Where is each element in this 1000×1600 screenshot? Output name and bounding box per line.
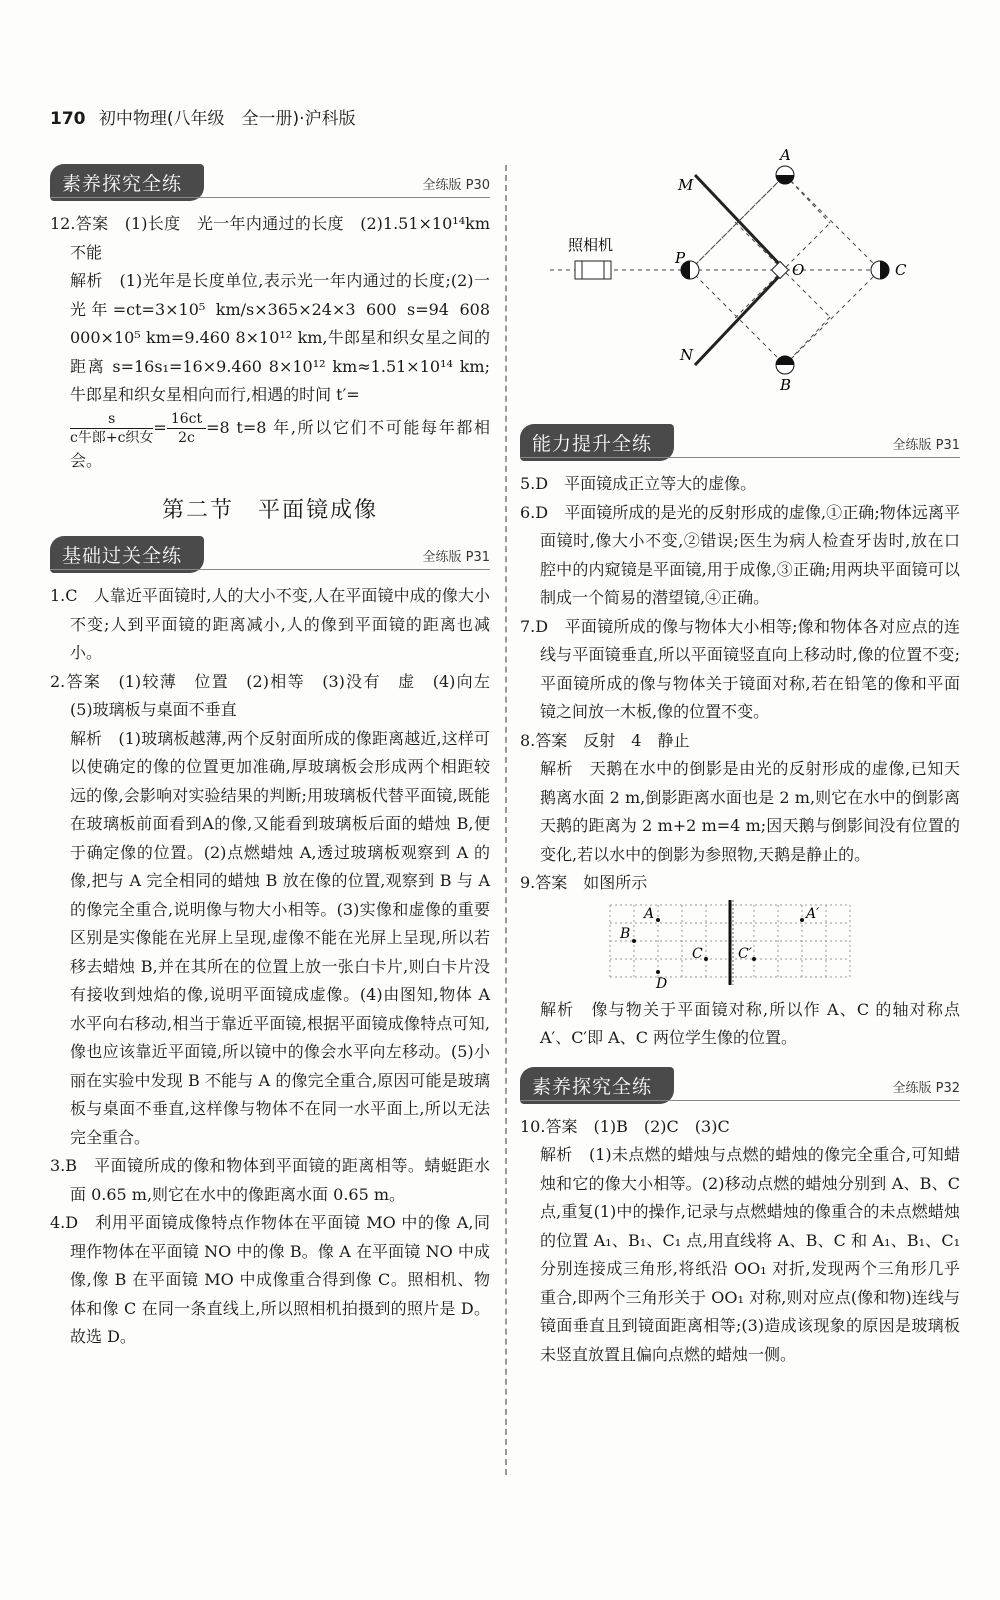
label-b: B [780,376,792,394]
q12-explanation: 解析 (1)光年是长度单位,表示光一年内通过的长度;(2)一光年=ct=3×10⁵ km/s×365×24×3 600 s=94 608 000×10⁵ km=9.460 8×10¹² km,牛郎星和织女星之间的距离 s=16s₁=16×9.460 8×10¹² km≈1.51×10¹⁴ km;牛郎星和织女星相向而行,相遇的时间 t′= [70,271,490,404]
fraction-1: $\frac{s}{\text{c牛郎+c织女}}$ [70,410,154,446]
label-c: C [692,945,703,962]
q5: 5.D 平面镜成正立等大的虚像。 [520,474,757,493]
camera-icon [575,261,611,279]
section-banner [50,164,490,200]
camera-label: 照相机 [568,236,614,254]
mirror-mo [695,175,785,270]
page-number: 170 [50,109,86,129]
label-b: B [620,925,631,942]
mirror-no [695,270,785,365]
label-c: C [895,261,907,279]
banner-label: 素养探究全练 [50,164,204,201]
q4: 4.D 利用平面镜成像特点作物体在平面镜 MO 中的像 A,同理作物体在平面镜 NO 中的像 B。像 A 在平面镜 NO 中成像,像 B 在平面镜 MO 中成像重合得到像 C。照相机、物体和像 C 在同一条直线上,所以照相机拍摄到的照片是 D。故选 D。 [50,1213,490,1346]
banner-ref: 全练版 P30 [422,178,490,193]
q10-explanation: 解析 (1)未点燃的蜡烛与点燃的蜡烛的像完全重合,可知蜡烛和它的像大小相等。(2)移动点燃的蜡烛分别到 A、B、C 点,重复(1)中的操作,记录与点燃蜡烛的像重合的未点燃蜡烛的位置 A₁、B₁、C₁ 点,用直线将 A、B、C 和 A₁、B₁、C₁ 分别连接成三角形,将纸沿 OO₁ 对折,发现两个三角形几乎重合,即两个三角形关于 OO₁ 对称,则对应点(像和物)连线与镜面垂直且到镜面距离相等;(3)造成该现象的原因是玻璃板未竖直放置且偏向点燃的蜡烛一侧。 [540,1145,960,1364]
book-title: 初中物理(八年级 全一册)·沪科版 [98,109,356,129]
mirror-figure [520,146,960,420]
point-d [656,970,660,974]
section-banner [520,1067,960,1103]
q2-answer: 2.答案 (1)较薄 位置 (2)相等 (3)没有 虚 (4)向左 (5)玻璃板与桌面不垂直 [50,671,507,719]
section-title: 第二节 平面镜成像 [161,498,378,523]
column-divider [505,165,507,1475]
object-c [871,261,889,279]
grid-diagram [520,900,960,990]
q1: 1.C 人靠近平面镜时,人的大小不变,人在平面镜中成的像大小不变;人到平面镜的距离减小,人的像到平面镜的距离也减小。 [50,586,490,662]
banner-ref: 全练版 P32 [892,1080,960,1096]
q10-answer: 10.答案 (1)B (2)C (3)C [520,1116,730,1136]
label-o: O [792,261,805,279]
banner-label: 基础过关全练 [50,536,204,573]
q8-answer: 8.答案 反射 4 静止 [520,730,690,750]
left-column [50,160,507,1352]
q12-answer: 12.答案 (1)长度 光一年内通过的长度 (2)1.51×10¹⁴km 不能 [50,214,507,262]
banner-label: 能力提升全练 [520,424,674,461]
section-banner [520,424,960,460]
label-p: P [675,249,686,267]
q9-answer: 9.答案 如图所示 [520,873,648,892]
point-a [656,918,660,922]
mirror-diagram [520,146,960,420]
q6: 6.D 平面镜所成的是光的反射形成的虚像,①正确;物体远离平面镜时,像大小不变,②错误;医生为病人检查牙齿时,放在口腔中的内窥镜是平面镜,用于成像,③正确;用两块平面镜可以制成一个简易的潜望镜,④正确。 [520,502,960,607]
grid-figure [520,900,960,990]
q3: 3.B 平面镜所成的像和物体到平面镜的距离相等。蜻蜓距水面 0.65 m,则它在水中的像距离水面 0.65 m。 [50,1156,490,1204]
q2-explanation: 解析 (1)玻璃板越薄,两个反射面所成的像距离越近,这样可以使确定的像的位置更加准确,厚玻璃板会形成两个相距较远的像,会影响对实验结果的判断;用玻璃板代替平面镜,既能在玻璃板前面看到A的像,又能看到玻璃板后面的蜡烛 B,便于确定像的位置。(2)点燃蜡烛 A,透过玻璃板观察到 A 的像,把与 A 完全相同的蜡烛 B 放在像的位置,观察到 B 与 A 的像完全重合,说明像与物大小相等。(3)实像和虚像的重要区别是实像能在光屏上呈现,虚像不能在光屏上呈现,所以若移去蜡烛 B,并在其所在的位置上放一张白卡片,则白卡片没有接收到烛焰的像,说明平面镜成虚像。(4)由图知,物体 A 水平向右移动,相当于靠近平面镜,根据平面镜成像特点可知,像也应该靠近平面镜,所以镜中的像会水平向左移动。(5)小丽在实验中发现 B 不能与 A 的像完全重合,原因可能是玻璃板与桌面不垂直,这样像与物体不在同一水平面上,所以无法完全重合。 [70,728,490,1147]
page-header [50,104,356,129]
banner-ref: 全练版 P31 [892,438,960,453]
banner-ref: 全练版 P31 [422,550,490,565]
point-c-prime [752,957,756,961]
label-a: A [780,146,791,164]
label-m: M [678,176,694,194]
q12-formula: $\frac{s}{\text{c牛郎+c织女}}$ = $\frac{16ct}{2c}$ =8 t=8 年,所以它们不可能每年都相会。 [70,410,490,470]
label-a-prime: A′ [806,905,820,922]
right-column [520,146,960,1369]
section-banner [50,536,490,572]
q9-explanation: 解析 像与物关于平面镜对称,所以作 A、C 的轴对称点 A′、C′即 A、C 两位学生像的位置。 [540,999,960,1047]
q8-explanation: 解析 天鹅在水中的倒影是由光的反射形成的虚像,已知天鹅离水面 2 m,倒影距离水面也是 2 m,则它在水中的倒影离天鹅的距离为 2 m+2 m=4 m;因天鹅与倒影间没有位置的变化,若以水中的倒影为参照物,天鹅是静止的。 [540,759,960,864]
banner-label: 素养探究全练 [520,1067,674,1104]
fraction-2: $\frac{16ct}{2c}$ [167,410,206,447]
point-a-prime [800,918,804,922]
label-d: D [656,975,668,992]
object-a [776,166,794,184]
point-c [704,957,708,961]
label-c-prime: C′ [738,945,752,962]
object-b [776,356,794,374]
label-a: A [644,905,655,922]
point-b [632,939,636,943]
label-n: N [680,346,694,364]
q7: 7.D 平面镜所成的像与物体大小相等;像和物体各对应点的连线与平面镜垂直,所以平面镜竖直向上移动时,像的位置不变;平面镜所成的像与物体关于镜面对称,若在铅笔的像和平面镜之间放一木板,像的位置不变。 [520,616,960,721]
